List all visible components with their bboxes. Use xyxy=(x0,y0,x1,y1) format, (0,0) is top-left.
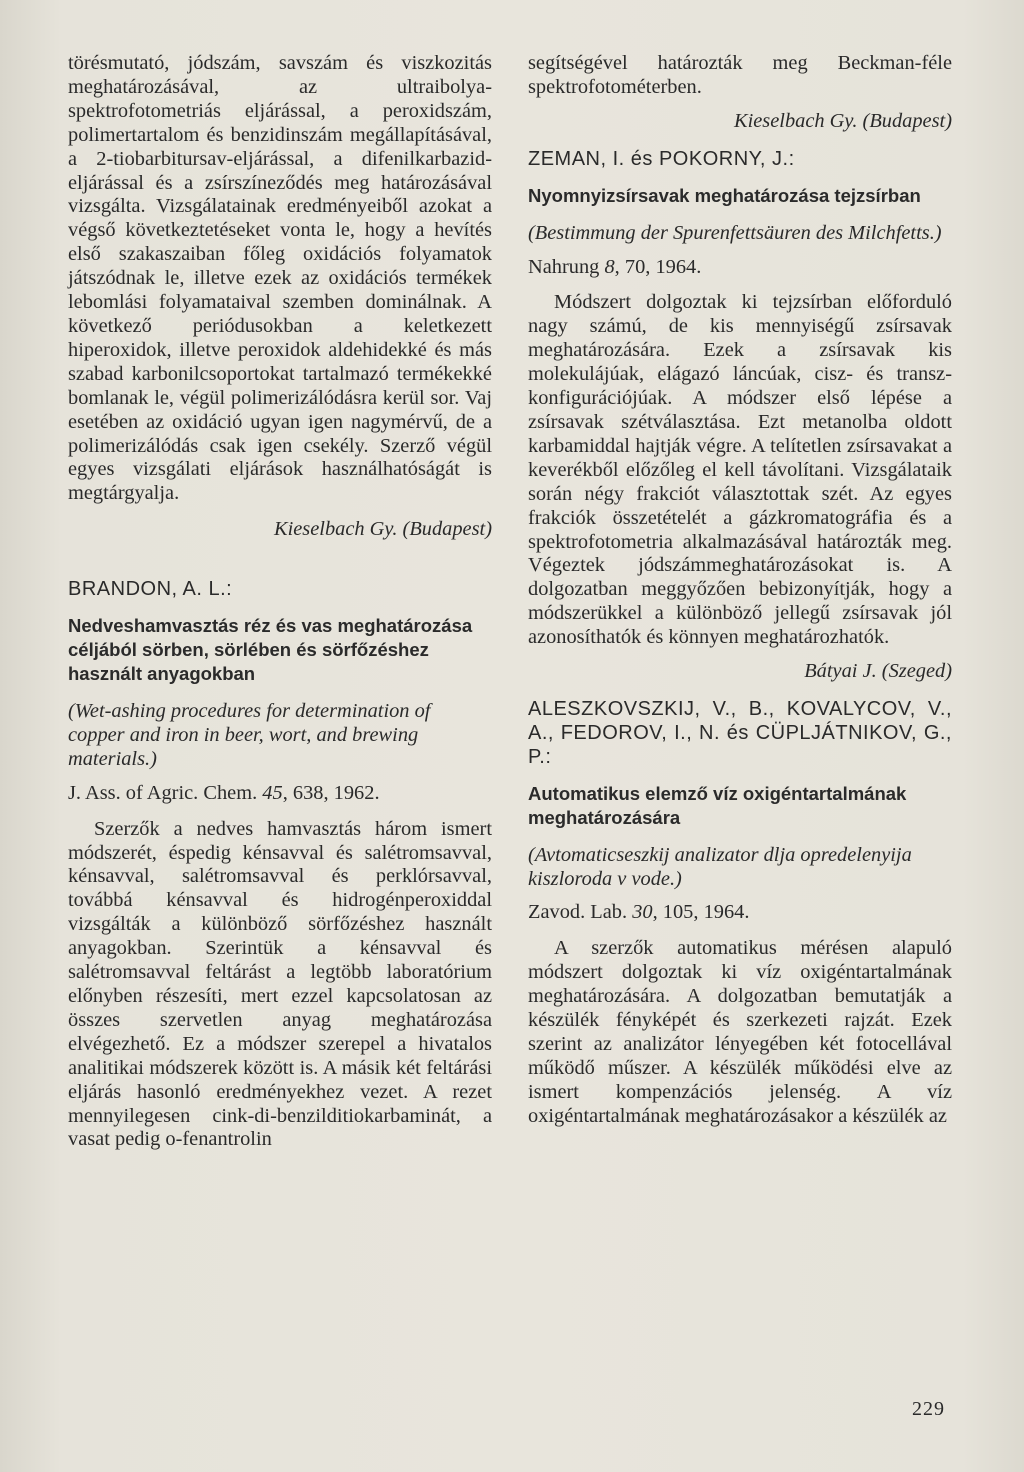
entry-original-title: (Bestimmung der Spurenfettsäuren des Milchfetts.) xyxy=(528,221,942,244)
ref-rest: , 105, 1964. xyxy=(652,901,750,924)
ref-volume: 45 xyxy=(262,781,283,804)
signature: Kieselbach Gy. (Budapest) xyxy=(273,518,492,541)
right-column xyxy=(528,52,952,1129)
left-column xyxy=(68,52,492,1152)
ref-volume: 8 xyxy=(604,255,615,278)
ref-volume: 30 xyxy=(632,901,653,924)
entry-author: BRANDON, A. L.: xyxy=(68,578,233,601)
entry-body: Szerzők a nedves hamvasztás három ismert módszerét, éspedig kénsavval és salétromsavval, kénsavval, salétromsavval és perklórsavval, továbbá kénsavval és hidrogénperoxiddal vizsgálták a különböző sörfőzéshez használt anyagokban. Szerintük a kénsavval és salétromsavval feltárást a legtöbb laboratórium előnyben részesíti, mert ezzel kapcsolatosan az összes szervetlen anyag meghatározása elvégezhető. Ez a módszer szerepel a hivatalos analitikai módszerek között is. A másik két feltárási eljárás hasonló eredményekhez vezet. A rezet mennyilegesen cink-di-benzilditiokarbaminát, a vasat pedig o-fenantrolin xyxy=(68,817,492,1151)
entry-reference xyxy=(68,782,492,806)
entry-body: A szerzők automatikus mérésen alapuló módszert dolgoztak ki víz oxigéntartalmának meghatározására. A dolgozatban bemutatják a készülék fényképét és szerkezeti rajzát. Ezek szerint az analizátor lényegében két fotocellával működő műszer. A készülék működési elve az ismert kompenzációs jelenség. A víz oxigéntartalmának meghatározásakor a készülék az xyxy=(528,937,952,1127)
entry-original-title: (Avtomaticseszkij analizator dlja opredelenyija kiszloroda v vode.) xyxy=(528,843,912,890)
page-number: 229 xyxy=(912,1398,945,1420)
entry-author: ALESZKOVSZKIJ, V., B., KOVALYCOV, V., A., FEDOROV, I., N. és CÜPLJÁTNIKOV, G., P.: xyxy=(528,697,952,768)
entry-author: ZEMAN, I. és POKORNY, J.: xyxy=(528,147,795,170)
entry-title: Automatikus elemző víz oxigéntartalmának meghatározására xyxy=(528,782,907,828)
continuation-text: segítségével határozták meg Beckman-féle spektrofotométerben. xyxy=(528,52,952,98)
ref-journal: Nahrung xyxy=(528,255,600,278)
ref-journal: J. Ass. of Agric. Chem. xyxy=(68,781,258,804)
entry-body: Módszert dolgoztak ki tejzsírban előforduló nagy számú, de kis mennyiségű zsírsavak meghatározására. Ezek a zsírsavak kis molekulájúak, elágazó láncúak, cisz- és transz-konfigurációjúak. A módszer első lépése a zsírsavak szétválasztása. Ezt metanolba oldott karbamiddal hajtják végre. A telítetlen zsírsavakat a keverékből előzőleg el kell távolítani. Vizsgálataik során négy frakciót választottak szét. Az egyes frakciók összetételét a gázkromatográfia és a spektrofotometria alkalmazásával határozták meg. Végeztek jódszámmeghatározásokat is. A dolgozatban meggyőzően bebizonyítják, hogy a módszerükkel a különböző jellegű zsírsavak jól azonosíthatók és könnyen meghatározhatók. xyxy=(528,291,952,649)
ref-rest: , 638, 1962. xyxy=(282,781,380,804)
entry-reference xyxy=(528,901,952,925)
ref-journal: Zavod. Lab. xyxy=(528,901,628,924)
entry-title: Nedveshamvasztás réz és vas meghatározása céljából sörben, sörlében és sörfőzéshez használt anyagokban xyxy=(68,615,473,685)
ref-rest: , 70, 1964. xyxy=(614,255,702,278)
continuation-text: törésmutató, jódszám, savszám és viszkozitás meghatározásával, az ultraibolya-spektrofotometriás eljárással, a peroxidszám, polimertartalom és benzidinszám megállapításával, a 2-tiobarbitursav-eljárással, a difenilkarbazid-eljárással és a zsírszíneződés meg határozásával vizsgálta. Vizsgálatainak eredményeiből azokat a végső következtetéseket vonta le, hogy a hevítés első szakaszaiban főleg oxidációs folyamatok játszódnak le, illetve ezek az oxidációs termékek lebomlási folyamataival szemben dominálnak. A következő periódusokban a keletkezett hiperoxidok, illetve peroxidok aldehidekké és más szabad karbonilcsoportokat tartalmazó termékekké bomlanak le, végül polimerizálódásra kerül sor. Vaj esetében az oxidáció ugyan igen nagymérvű, de a polimerizálódás csak igen csekély. Szerző végül egyes vizsgálati eljárások használhatóságát is megtárgyalja. xyxy=(68,52,492,505)
signature: Kieselbach Gy. (Budapest) xyxy=(733,109,952,132)
signature: Bátyai J. (Szeged) xyxy=(804,660,952,683)
entry-title: Nyomnyizsírsavak meghatározása tejzsírban xyxy=(528,184,921,206)
entry-reference xyxy=(528,256,952,280)
entry-original-title: (Wet-ashing procedures for determination of copper and iron in beer, wort, and brewing materials.) xyxy=(68,700,431,770)
